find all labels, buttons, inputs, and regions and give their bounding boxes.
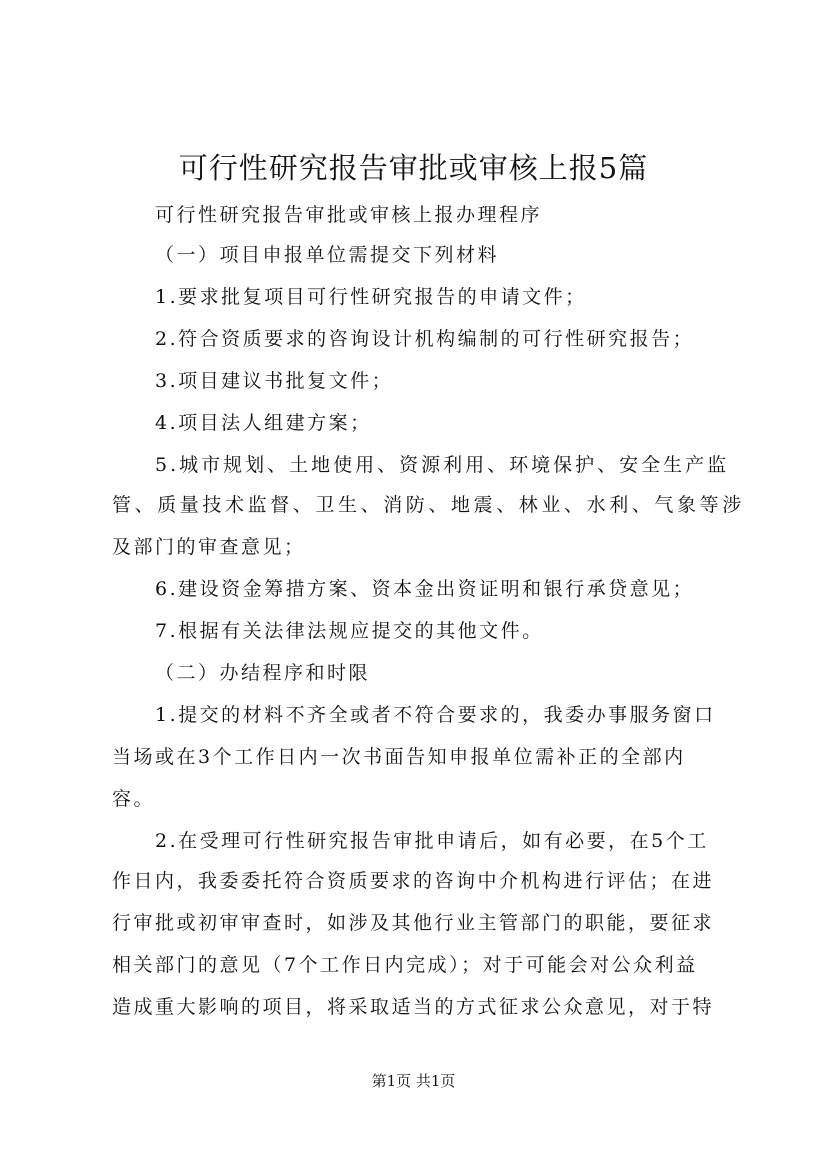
- paragraph-line: 当场或在3个工作日内一次书面告知申报单位需补正的全部内: [112, 746, 686, 768]
- paragraph-line: 6.建设资金筹措方案、资本金出资证明和银行承贷意见；: [155, 578, 695, 600]
- section-heading-2: （二）办结程序和时限: [155, 662, 371, 684]
- paragraph-line: 7.根据有关法律法规应提交的其他文件。: [155, 620, 544, 642]
- paragraph-line: 1.要求批复项目可行性研究报告的申请文件；: [155, 286, 587, 308]
- paragraph-line: 容。: [112, 788, 156, 810]
- paragraph-line: 相关部门的意见（7个工作日内完成）；对于可能会对公众利益: [112, 954, 698, 976]
- page-number-footer: 第1页 共1页: [371, 1072, 456, 1090]
- paragraph-line: 5.城市规划、土地使用、资源利用、环境保护、安全生产监: [155, 454, 730, 476]
- paragraph-line: 3.项目建议书批复文件；: [155, 370, 394, 392]
- paragraph-line: 2.符合资质要求的咨询设计机构编制的可行性研究报告；: [155, 328, 695, 350]
- paragraph-line: 1.提交的材料不齐全或者不符合要求的，我委办事服务窗口: [155, 704, 716, 726]
- paragraph-line: 及部门的审查意见；: [112, 536, 306, 558]
- paragraph-line: 4.项目法人组建方案；: [155, 412, 372, 434]
- subtitle-line: 可行性研究报告审批或审核上报办理程序: [155, 204, 543, 226]
- section-heading-1: （一）项目申报单位需提交下列材料: [155, 244, 500, 266]
- document-title: 可行性研究报告审批或审核上报5篇: [178, 151, 649, 185]
- paragraph-line: 管、质量技术监督、卫生、消防、地震、林业、水利、气象等涉: [112, 494, 745, 516]
- paragraph-line: 作日内，我委委托符合资质要求的咨询中介机构进行评估；在进: [112, 870, 715, 892]
- paragraph-line: 2.在受理可行性研究报告审批申请后，如有必要，在5个工: [155, 830, 709, 852]
- paragraph-line: 造成重大影响的项目，将采取适当的方式征求公众意见，对于特: [112, 996, 715, 1018]
- paragraph-line: 行审批或初审审查时，如涉及其他行业主管部门的职能，要征求: [112, 912, 715, 934]
